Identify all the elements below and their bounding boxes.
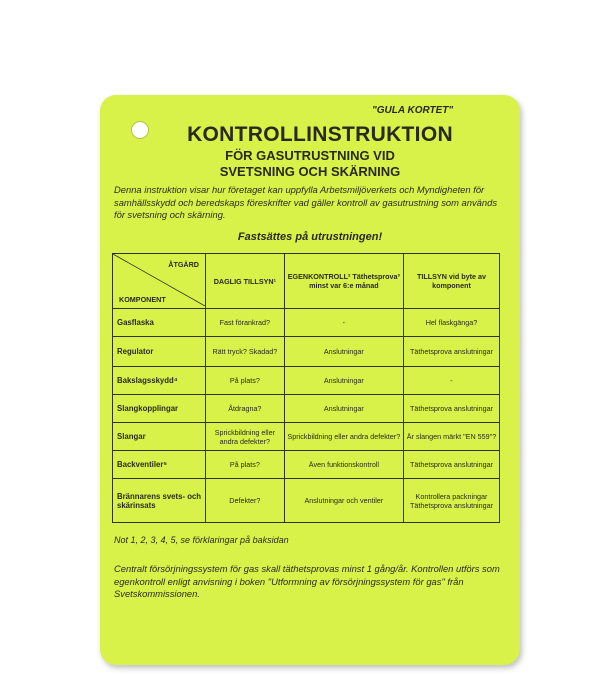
table-row <box>113 367 500 395</box>
central-system-note: Centralt försörjningssystem för gas skall täthetsprovas minst 1 gång/år. Kontrollen utförs som egenkontroll enligt anvisning i boken "Utformning av försörjningssystem för gas" från Svetskommissionen. <box>114 563 500 599</box>
yellow-card <box>100 95 520 665</box>
row-tillsyn: - <box>404 367 500 395</box>
header-egenkontroll: EGENKONTROLL² Täthetsprova³ minst var 6:e månad <box>284 254 403 309</box>
row-component: Bakslagsskydd⁴ <box>113 367 206 395</box>
row-component: Brännarens svets- och skärinsats <box>113 479 206 523</box>
subtitle-line-1: FÖR GASUTRUSTNING VID <box>225 148 395 163</box>
table-row <box>113 451 500 479</box>
row-daglig: Sprickbildning eller andra defekter? <box>206 423 285 451</box>
row-tillsyn: Kontrollera packningar Täthetsprova anslutningar <box>404 479 500 523</box>
row-daglig: Fast förankrad? <box>206 309 285 337</box>
row-egen: Sprickbildning eller andra defekter? <box>284 423 403 451</box>
corner-bottom-label: KOMPONENT <box>119 295 166 304</box>
row-daglig: På plats? <box>206 367 285 395</box>
header-tillsyn: TILLSYN vid byte av komponent <box>404 254 500 309</box>
card-tag: "GULA KORTET" <box>372 105 454 116</box>
table-row <box>113 337 500 367</box>
attach-notice: Fastsättes på utrustningen! <box>237 231 383 243</box>
row-component: Regulator <box>113 337 206 367</box>
footnote-reference: Not 1, 2, 3, 4, 5, se förklaringar på baksidan <box>114 535 289 545</box>
table-row <box>113 309 500 337</box>
table-header-row <box>113 254 500 309</box>
row-daglig: Åtdragna? <box>206 395 285 423</box>
table-row <box>113 423 500 451</box>
row-egen: Anslutningar och ventiler <box>284 479 403 523</box>
row-egen: Även funktionskontroll <box>284 451 403 479</box>
row-egen: - <box>284 309 403 337</box>
row-tillsyn: Täthetsprova anslutningar <box>404 395 500 423</box>
row-tillsyn: Är slangen märkt "EN 559"? <box>404 423 500 451</box>
row-tillsyn: Täthetsprova anslutningar <box>404 451 500 479</box>
row-component: Backventiler⁵ <box>113 451 206 479</box>
row-daglig: Defekter? <box>206 479 285 523</box>
row-component: Slangar <box>113 423 206 451</box>
row-egen: Anslutningar <box>284 395 403 423</box>
row-component: Slangkopplingar <box>113 395 206 423</box>
card-subtitle <box>120 148 500 180</box>
table-row <box>113 479 500 523</box>
intro-text: Denna instruktion visar hur företaget kan uppfylla Arbetsmiljöverkets och Myndigheten för samhällsskydd och beredskaps föreskrifter vad gäller kontroll av gasutrustning som används för svetsning och skärning. <box>114 184 498 220</box>
table-row <box>113 395 500 423</box>
row-tillsyn: Hel flaskgänga? <box>404 309 500 337</box>
inspection-table <box>112 253 500 523</box>
subtitle-line-2: SVETSNING OCH SKÄRNING <box>219 164 401 179</box>
row-daglig: På plats? <box>206 451 285 479</box>
row-component: Gasflaska <box>113 309 206 337</box>
corner-top-label: ÅTGÄRD <box>168 260 199 269</box>
row-tillsyn: Täthetsprova anslutningar <box>404 337 500 367</box>
corner-cell <box>113 254 206 309</box>
row-egen: Anslutningar <box>284 337 403 367</box>
header-daglig: DAGLIG TILLSYN¹ <box>206 254 285 309</box>
row-daglig: Rätt tryck? Skadad? <box>206 337 285 367</box>
card-title: KONTROLLINSTRUKTION <box>187 123 453 146</box>
row-egen: Anslutningar <box>284 367 403 395</box>
